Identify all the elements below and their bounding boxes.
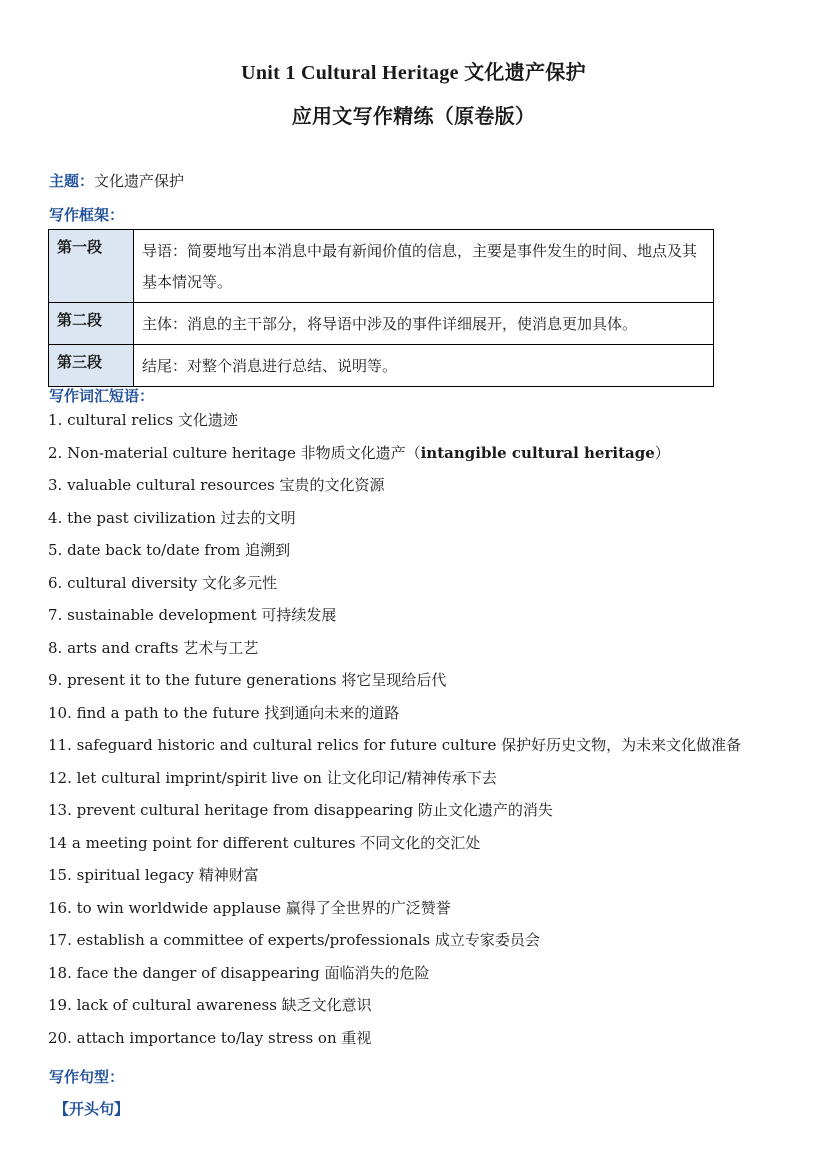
vocab-item: 1. cultural relics 文化遗迹: [48, 411, 238, 429]
theme-value: 文化遗产保护: [94, 172, 185, 190]
vocab-item: 12. let cultural imprint/spirit live on 让文化印记/精神传承下去: [48, 768, 497, 787]
vocab-item: 14 a meeting point for different cultures 不同文化的交汇处: [48, 833, 481, 852]
vocab-item: 16. to win worldwide applause 赢得了全世界的广泛赞誉: [48, 898, 451, 917]
vocab-item-bold: intangible cultural heritage: [420, 443, 655, 462]
vocab-item: 7. sustainable development 可持续发展: [48, 606, 337, 624]
vocab-item-text: 2. Non-material culture heritage 非物质文化遗产（: [48, 443, 421, 462]
vocab-item: 13. prevent cultural heritage from disappearing 防止文化遗产的消失: [48, 801, 553, 819]
vocab-item: 9. present it to the future generations 将它呈现给后代: [48, 671, 447, 689]
vocab-item: 11. safeguard historic and cultural relics for future culture 保护好历史文物，为未来文化做准备: [48, 736, 742, 754]
opening-label: 【开头句】: [54, 1100, 130, 1118]
vocab-item: 18. face the danger of disappearing 面临消失的危险: [48, 963, 430, 982]
description-cell: 结尾：对整个消息进行总结、说明等。: [134, 345, 714, 387]
vocab-item: 8. arts and crafts 艺术与工艺: [48, 638, 259, 657]
vocab-list: [48, 404, 741, 1054]
vocab-item: 3. valuable cultural resources 宝贵的文化资源: [48, 476, 385, 494]
framework-row: [49, 303, 714, 345]
vocab-item: 5. date back to/date from 追溯到: [48, 541, 291, 559]
theme-line: [49, 170, 184, 191]
segment-cell: 第三段: [49, 345, 134, 387]
segment-cell: 第一段: [49, 230, 134, 303]
document-title: Unit 1 Cultural Heritage 文化遗产保护: [241, 62, 586, 84]
description-cell: 导语：简要地写出本消息中最有新闻价值的信息，主要是事件发生的时间、地点及其基本情况等。: [134, 230, 714, 303]
vocab-label: 写作词汇短语：: [49, 387, 155, 405]
vocab-item: 19. lack of cultural awareness 缺乏文化意识: [48, 996, 372, 1014]
vocab-item-close: ）: [654, 443, 670, 462]
vocab-item: 20. attach importance to/lay stress on 重视: [48, 1028, 372, 1047]
sentences-label: 写作句型：: [49, 1068, 125, 1086]
framework-row: [49, 230, 714, 303]
framework-row: [49, 345, 714, 387]
vocab-item: [48, 437, 741, 470]
theme-label: 主题：: [49, 172, 95, 190]
vocab-item: 17. establish a committee of experts/professionals 成立专家委员会: [48, 931, 540, 949]
framework-table: [48, 229, 714, 387]
framework-label: 写作框架：: [49, 206, 125, 224]
description-cell: 主体：消息的主干部分，将导语中涉及的事件详细展开，使消息更加具体。: [134, 303, 714, 345]
document-subtitle: 应用文写作精练（原卷版）: [291, 106, 536, 128]
vocab-item: 6. cultural diversity 文化多元性: [48, 573, 277, 592]
segment-cell: 第二段: [49, 303, 134, 345]
vocab-item: 4. the past civilization 过去的文明: [48, 508, 296, 527]
vocab-item: 10. find a path to the future 找到通向未来的道路: [48, 703, 400, 722]
vocab-item: 15. spiritual legacy 精神财富: [48, 866, 259, 884]
